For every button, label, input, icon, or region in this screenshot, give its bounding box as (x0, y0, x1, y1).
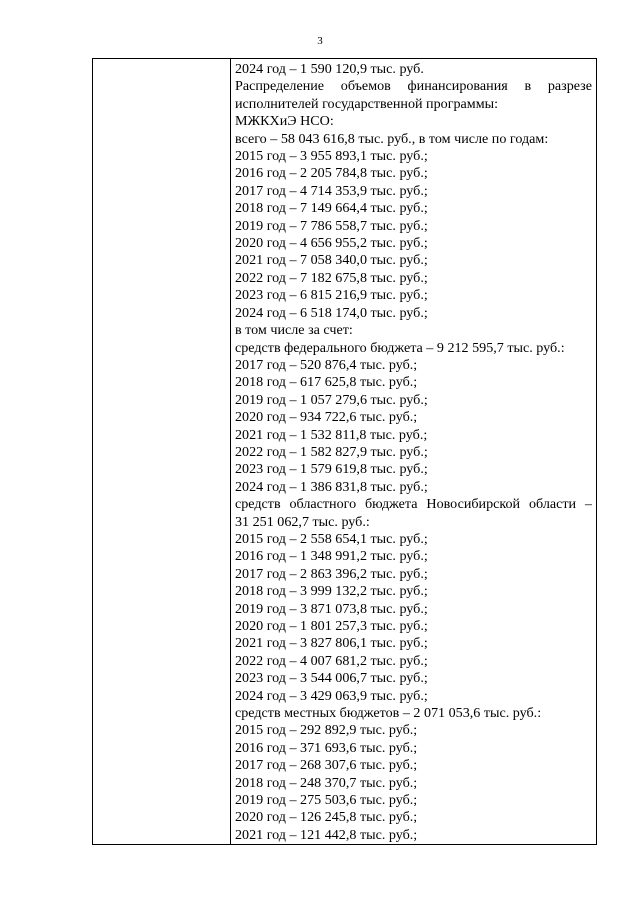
text-line: 2024 год – 1 590 120,9 тыс. руб. (235, 61, 424, 77)
text-line: 2023 год – 1 579 619,8 тыс. руб.; (235, 461, 428, 478)
text-line: 2019 год – 275 503,6 тыс. руб.; (235, 792, 418, 809)
text-line: 2016 год – 371 693,6 тыс. руб.; (235, 739, 418, 756)
text-line: 2021 год – 1 532 811,8 тыс. руб.; (235, 426, 428, 443)
text-line: МЖКХиЭ НСО: (235, 113, 334, 130)
page-number: 3 (317, 35, 323, 47)
text-line: 2020 год – 4 656 955,2 тыс. руб.; (235, 235, 428, 252)
text-line: 2015 год – 292 892,9 тыс. руб.; (235, 722, 418, 739)
table-cell-right (231, 59, 597, 845)
text-line: исполнителей государственной программы: (235, 95, 498, 112)
text-line: в том числе за счет: (235, 322, 353, 339)
text-line: 2017 год – 2 863 396,2 тыс. руб.; (235, 565, 428, 582)
text-line: 2021 год – 121 442,8 тыс. руб.; (235, 826, 418, 843)
text-line: 31 251 062,7 тыс. руб.: (235, 513, 370, 530)
text-line: 2018 год – 3 999 132,2 тыс. руб.; (235, 583, 428, 600)
text-line: 2022 год – 7 182 675,8 тыс. руб.; (235, 269, 428, 286)
text-line: средств местных бюджетов – 2 071 053,6 тыс. руб.: (235, 705, 542, 722)
text-line: 2018 год – 7 149 664,4 тыс. руб.; (235, 200, 428, 217)
text-line: 2020 год – 1 801 257,3 тыс. руб.; (235, 618, 428, 634)
text-line: 2016 год – 2 205 784,8 тыс. руб.; (235, 165, 428, 182)
text-line: 2020 год – 934 722,6 тыс. руб.; (235, 409, 418, 426)
funding-text-block (231, 59, 596, 844)
text-line: средств областного бюджета Новосибирской области – (235, 496, 592, 513)
text-line: 2022 год – 1 582 827,9 тыс. руб.; (235, 443, 428, 460)
text-line: 2021 год – 3 827 806,1 тыс. руб.; (235, 635, 428, 652)
text-line: всего – 58 043 616,8 тыс. руб., в том числе по годам: (235, 130, 549, 147)
text-line: 2023 год – 3 544 006,7 тыс. руб.; (235, 670, 428, 687)
text-line: 2018 год – 248 370,7 тыс. руб.; (235, 774, 418, 791)
table-row (93, 59, 597, 845)
table-cell-left-empty (93, 59, 231, 845)
text-line: 2017 год – 4 714 353,9 тыс. руб.; (235, 182, 428, 199)
funding-table (92, 58, 597, 845)
text-line: 2024 год – 1 386 831,8 тыс. руб.; (235, 478, 428, 495)
text-line: Распределение объемов финансирования в разрезе (235, 78, 592, 95)
text-line: 2018 год – 617 625,8 тыс. руб.; (235, 374, 418, 391)
text-line: 2019 год – 7 786 558,7 тыс. руб.; (235, 217, 428, 234)
text-line: 2017 год – 268 307,6 тыс. руб.; (235, 757, 418, 774)
text-line: 2021 год – 7 058 340,0 тыс. руб.; (235, 252, 428, 269)
text-line: 2017 год – 520 876,4 тыс. руб.; (235, 356, 418, 373)
text-line: 2023 год – 6 815 216,9 тыс. руб.; (235, 287, 428, 304)
text-line: 2024 год – 6 518 174,0 тыс. руб.; (235, 304, 428, 321)
text-line: 2019 год – 3 871 073,8 тыс. руб.; (235, 600, 428, 617)
text-line: 2020 год – 126 245,8 тыс. руб.; (235, 809, 418, 826)
text-line: 2022 год – 4 007 681,2 тыс. руб.; (235, 652, 428, 669)
text-line: средств федерального бюджета – 9 212 595,7 тыс. руб.: (235, 339, 565, 356)
text-line: 2024 год – 3 429 063,9 тыс. руб.; (235, 687, 428, 704)
text-line: 2015 год – 3 955 893,1 тыс. руб.; (235, 148, 428, 165)
text-line: 2019 год – 1 057 279,6 тыс. руб.; (235, 391, 428, 408)
text-line: 2015 год – 2 558 654,1 тыс. руб.; (235, 530, 428, 547)
text-line: 2016 год – 1 348 991,2 тыс. руб.; (235, 548, 428, 565)
